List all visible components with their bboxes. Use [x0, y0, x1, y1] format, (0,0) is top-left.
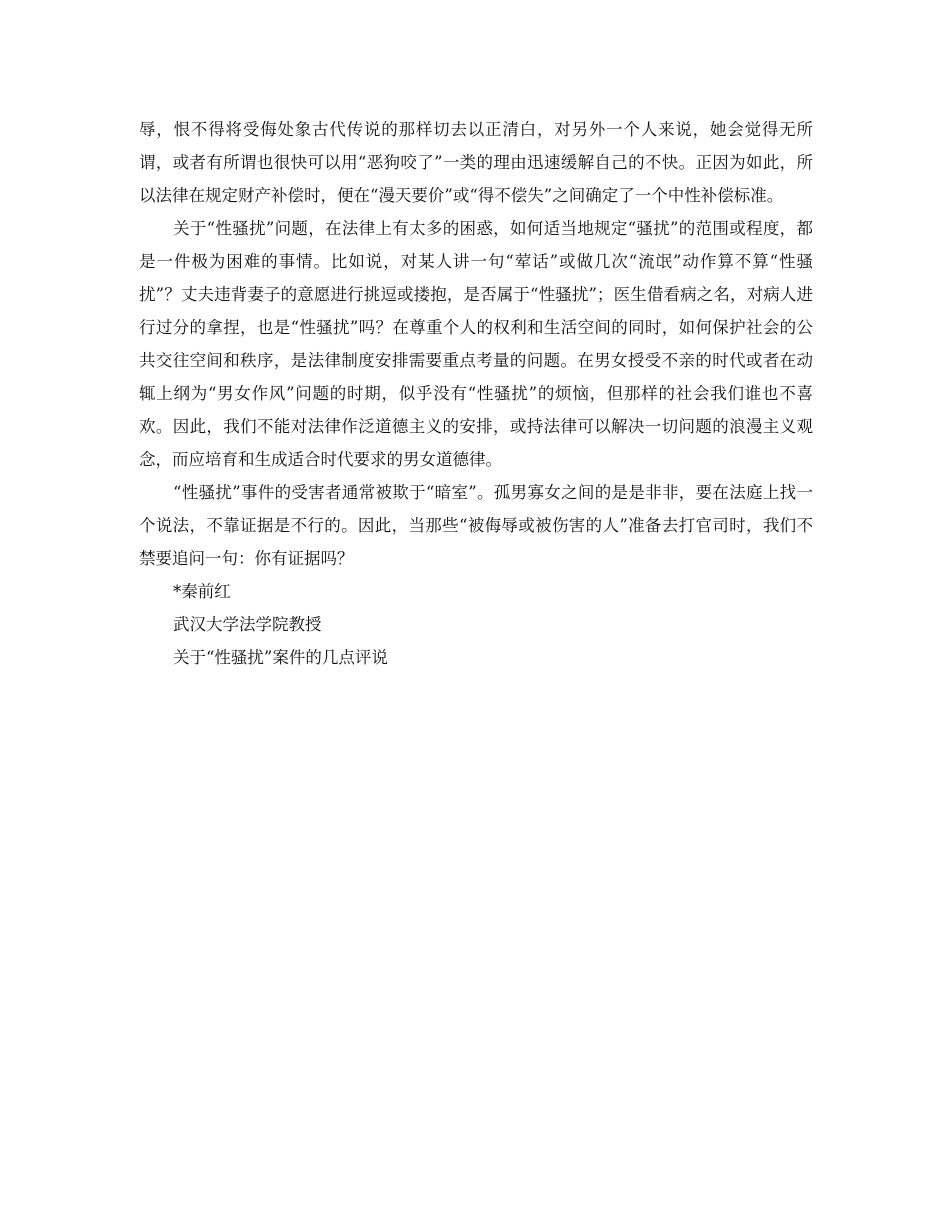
author-name: *秦前红 [173, 582, 231, 601]
paragraph-evidence: “性骚扰”事件的受害者通常被欺于“暗室”。孤男寡女之间的是是非非，要在法庭上找一个说法，不靠证据是不行的。因此，当那些“被侮辱或被伤害的人”准备去打官司时，我们不禁要追问一句：你有证据吗？ [139, 483, 813, 568]
document-page [139, 113, 813, 674]
article-title: 关于“性骚扰”案件的几点评说 [173, 648, 388, 667]
author-affiliation: 武汉大学法学院教授 [173, 615, 322, 634]
paragraph-harassment-definition: 关于“性骚扰”问题，在法律上有太多的困惑，如何适当地规定“骚扰”的范围或程度，都是一件极为困难的事情。比如说，对某人讲一句“荤话”或做几次“流氓”动作算不算“性骚扰”？丈夫违背妻子的意愿进行挑逗或搂抱，是否属于“性骚扰”；医生借看病之名，对病人进行过分的拿捏，也是“性骚扰”吗？在尊重个人的权利和生活空间的同时，如何保护社会的公共交往空间和秩序，是法律制度安排需要重点考量的问题。在男女授受不亲的时代或者在动辄上纲为“男女作风”问题的时期，似乎没有“性骚扰”的烦恼，但那样的社会我们谁也不喜欢。因此，我们不能对法律作泛道德主义的安排，或持法律可以解决一切问题的浪漫主义观念，而应培育和生成适合时代要求的男女道德律。 [139, 219, 813, 469]
paragraph-continued: 辱，恨不得将受侮处象古代传说的那样切去以正清白，对另外一个人来说，她会觉得无所谓，或者有所谓也很快可以用“恶狗咬了”一类的理由迅速缓解自己的不快。正因为如此，所以法律在规定财产补偿时，便在“漫天要价”或“得不偿失”之间确定了一个中性补偿标准。 [139, 120, 813, 205]
